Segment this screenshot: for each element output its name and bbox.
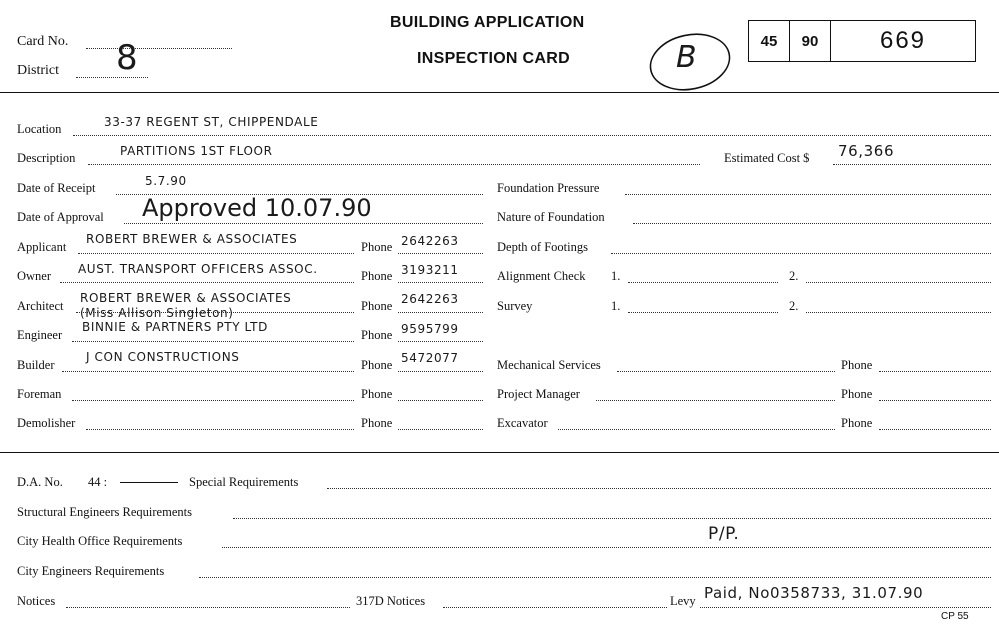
applicant-label: Applicant (17, 240, 67, 254)
engineer-value: BINNIE & PARTNERS PTY LTD (82, 320, 268, 334)
architect-contact: (Miss Allison Singleton) (80, 306, 234, 320)
reference-box-3: 669 (879, 27, 927, 54)
district-label: District (17, 63, 59, 78)
depth-of-footings-label: Depth of Footings (497, 240, 588, 254)
section-rule (0, 452, 999, 453)
mechanical-services-label: Mechanical Services (497, 358, 601, 372)
builder-phone: 5472077 (401, 351, 459, 365)
location-value: 33-37 REGENT ST, CHIPPENDALE (104, 115, 319, 129)
applicant-phone-label: Phone (361, 240, 393, 254)
da-no-label: D.A. No. (17, 475, 63, 489)
notices-317d-label: 317D Notices (356, 594, 426, 608)
date-of-approval-label: Date of Approval (17, 210, 104, 224)
survey-num-2: 2. (789, 299, 799, 313)
foreman-label: Foreman (17, 387, 62, 401)
date-of-receipt-value: 5.7.90 (145, 174, 187, 188)
engineer-phone: 9595799 (401, 322, 459, 336)
architect-phone-label: Phone (361, 299, 393, 313)
title-line-1: BUILDING APPLICATION (390, 14, 585, 31)
levy-value: Paid, No0358733, 31.07.90 (704, 584, 924, 602)
foreman-phone-label: Phone (361, 387, 393, 401)
foundation-pressure-label: Foundation Pressure (497, 181, 600, 195)
alignment-num-1: 1. (611, 269, 621, 283)
owner-label: Owner (17, 269, 52, 283)
builder-value: J CON CONSTRUCTIONS (86, 350, 240, 364)
location-label: Location (17, 122, 62, 136)
engineer-label: Engineer (17, 328, 63, 342)
reference-boxes (748, 20, 976, 62)
project-manager-label: Project Manager (497, 387, 580, 401)
owner-phone: 3193211 (401, 263, 459, 277)
date-of-receipt-label: Date of Receipt (17, 181, 96, 195)
alignment-num-2: 2. (789, 269, 799, 283)
owner-value: AUST. TRANSPORT OFFICERS ASSOC. (78, 262, 318, 276)
demolisher-label: Demolisher (17, 416, 76, 430)
title-line-2: INSPECTION CARD (417, 50, 570, 67)
circled-mark: B (676, 40, 697, 75)
description-label: Description (17, 151, 76, 165)
da-no-value: 44 : (88, 475, 108, 489)
health-requirements-label: City Health Office Requirements (17, 534, 183, 548)
applicant-value: ROBERT BREWER & ASSOCIATES (86, 232, 298, 246)
mechanical-phone-label: Phone (841, 358, 873, 372)
demolisher-phone-label: Phone (361, 416, 393, 430)
project-manager-phone-label: Phone (841, 387, 873, 401)
levy-label: Levy (670, 594, 696, 608)
estimated-cost-value: 76,366 (838, 142, 895, 160)
architect-value: ROBERT BREWER & ASSOCIATES (80, 291, 292, 305)
builder-label: Builder (17, 358, 55, 372)
builder-phone-label: Phone (361, 358, 393, 372)
survey-num-1: 1. (611, 299, 621, 313)
city-engineers-label: City Engineers Requirements (17, 564, 165, 578)
estimated-cost-label: Estimated Cost $ (724, 151, 810, 165)
architect-label: Architect (17, 299, 64, 313)
nature-of-foundation-label: Nature of Foundation (497, 210, 605, 224)
owner-phone-label: Phone (361, 269, 393, 283)
architect-phone: 2642263 (401, 292, 459, 306)
health-requirements-value: P/P. (708, 524, 740, 544)
card-no-label: Card No. (17, 34, 69, 49)
date-of-approval-value: Approved 10.07.90 (142, 194, 372, 222)
special-requirements-label: Special Requirements (189, 475, 299, 489)
applicant-phone: 2642263 (401, 234, 459, 248)
form-code: CP 55 (941, 611, 969, 622)
reference-box-2: 90 (790, 21, 831, 61)
structural-requirements-label: Structural Engineers Requirements (17, 505, 192, 519)
survey-label: Survey (497, 299, 533, 313)
engineer-phone-label: Phone (361, 328, 393, 342)
excavator-phone-label: Phone (841, 416, 873, 430)
reference-box-1: 45 (749, 21, 790, 61)
header-rule (0, 92, 999, 93)
notices-label: Notices (17, 594, 56, 608)
card-number-handwritten: 8 (116, 38, 138, 78)
description-value: PARTITIONS 1ST FLOOR (120, 144, 273, 158)
excavator-label: Excavator (497, 416, 548, 430)
alignment-check-label: Alignment Check (497, 269, 586, 283)
